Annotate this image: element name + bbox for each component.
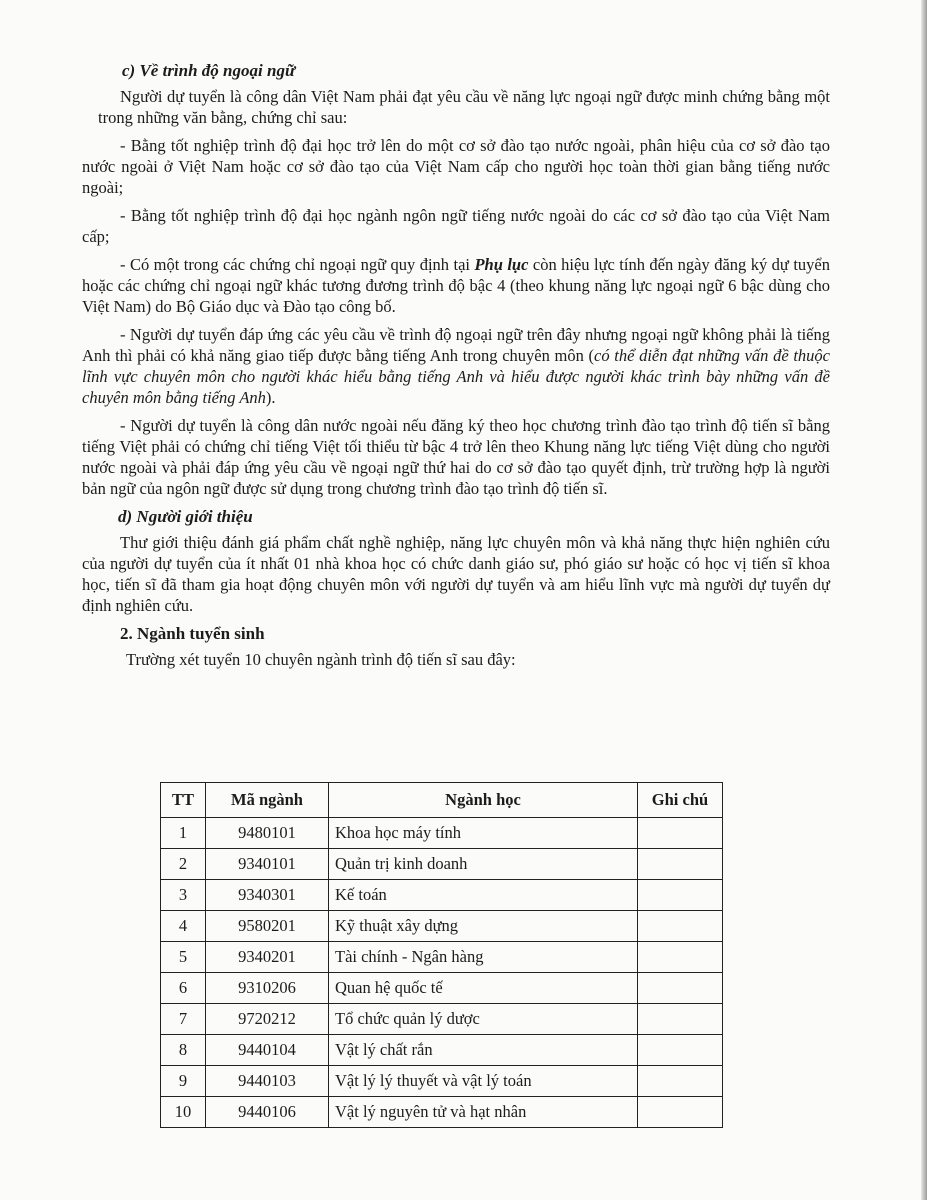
cell-note bbox=[638, 942, 723, 973]
section-c-item-5: - Người dự tuyển là công dân nước ngoài nếu đăng ký theo học chương trình đào tạo trình độ tiến sĩ bằng tiếng Việt phải có chứng chỉ tiếng Việt tối thiểu từ bậc 4 trở lên theo Khung năng lực tiếng Việt dùng cho người nước ngoài và phải đáp ứng yêu cầu về ngoại ngữ thứ hai do cơ sở đào tạo quyết định, trừ trường hợp là người bản ngữ của ngôn ngữ được sử dụng trong chương trình đào tạo trình độ tiến sĩ. bbox=[82, 416, 830, 498]
cell-code: 9340201 bbox=[206, 942, 329, 973]
cell-code: 9440103 bbox=[206, 1066, 329, 1097]
item-4-text-b: ). bbox=[265, 388, 276, 407]
document-body bbox=[82, 60, 830, 684]
cell-name: Kế toán bbox=[329, 880, 638, 911]
cell-tt: 6 bbox=[161, 973, 206, 1004]
cell-note bbox=[638, 880, 723, 911]
cell-name: Khoa học máy tính bbox=[329, 818, 638, 849]
majors-table bbox=[160, 782, 723, 1128]
table-row bbox=[161, 973, 723, 1004]
cell-note bbox=[638, 818, 723, 849]
cell-name: Tổ chức quản lý dược bbox=[329, 1004, 638, 1035]
item-4-text-a: - Người dự tuyển đáp ứng các yêu cầu về trình độ ngoại ngữ trên đây nhưng ngoại ngữ không phải là tiếng Anh thì phải có khả năng giao tiếp được bằng tiếng Anh trong chuyên môn ( bbox=[82, 325, 830, 365]
cell-name: Quan hệ quốc tế bbox=[329, 973, 638, 1004]
cell-code: 9440104 bbox=[206, 1035, 329, 1066]
cell-code: 9340301 bbox=[206, 880, 329, 911]
section-c-heading: c) Về trình độ ngoại ngữ bbox=[122, 61, 296, 80]
item-4-italic: có thể diễn đạt những vấn đề thuộc lĩnh vực chuyên môn cho người khác hiểu bằng tiếng Anh và hiểu được người khác trình bày những vấn đề chuyên môn bằng tiếng Anh bbox=[82, 346, 830, 407]
cell-tt: 7 bbox=[161, 1004, 206, 1035]
table-row bbox=[161, 1035, 723, 1066]
cell-tt: 2 bbox=[161, 849, 206, 880]
cell-tt: 9 bbox=[161, 1066, 206, 1097]
cell-tt: 4 bbox=[161, 911, 206, 942]
cell-code: 9480101 bbox=[206, 818, 329, 849]
cell-note bbox=[638, 1097, 723, 1128]
table-row bbox=[161, 1066, 723, 1097]
section-2-heading: 2. Ngành tuyển sinh bbox=[120, 624, 265, 643]
header-name: Ngành học bbox=[329, 783, 638, 818]
cell-note bbox=[638, 1004, 723, 1035]
section-c-item-3 bbox=[82, 254, 830, 317]
cell-name: Tài chính - Ngân hàng bbox=[329, 942, 638, 973]
cell-code: 9580201 bbox=[206, 911, 329, 942]
cell-note bbox=[638, 911, 723, 942]
cell-name: Kỹ thuật xây dựng bbox=[329, 911, 638, 942]
cell-name: Quản trị kinh doanh bbox=[329, 849, 638, 880]
item-3-text-a: - Có một trong các chứng chỉ ngoại ngữ quy định tại bbox=[120, 255, 475, 274]
table-row bbox=[161, 1097, 723, 1128]
cell-code: 9720212 bbox=[206, 1004, 329, 1035]
cell-tt: 3 bbox=[161, 880, 206, 911]
header-tt: TT bbox=[161, 783, 206, 818]
cell-name: Vật lý chất rắn bbox=[329, 1035, 638, 1066]
cell-note bbox=[638, 973, 723, 1004]
section-d-body: Thư giới thiệu đánh giá phẩm chất nghề nghiệp, năng lực chuyên môn và khả năng thực hiện nghiên cứu của người dự tuyển của ít nhất 01 nhà khoa học có chức danh giáo sư, phó giáo sư hoặc có học vị tiến sĩ khoa học, tiến sĩ đã tham gia hoạt động chuyên môn với người dự tuyển và am hiểu lĩnh vực mà người dự tuyển dự định nghiên cứu. bbox=[82, 533, 830, 615]
section-c-item-1: - Bằng tốt nghiệp trình độ đại học trở lên do một cơ sở đào tạo nước ngoài, phân hiệu của cơ sở đào tạo nước ngoài ở Việt Nam hoặc cơ sở đào tạo của Việt Nam cấp cho người học toàn thời gian bằng tiếng nước ngoài; bbox=[82, 136, 830, 197]
cell-name: Vật lý lý thuyết và vật lý toán bbox=[329, 1066, 638, 1097]
cell-note bbox=[638, 849, 723, 880]
cell-note bbox=[638, 1066, 723, 1097]
page-edge-shadow bbox=[921, 0, 927, 1200]
cell-code: 9310206 bbox=[206, 973, 329, 1004]
cell-tt: 5 bbox=[161, 942, 206, 973]
table-row bbox=[161, 849, 723, 880]
cell-tt: 1 bbox=[161, 818, 206, 849]
table-row bbox=[161, 818, 723, 849]
cell-code: 9340101 bbox=[206, 849, 329, 880]
header-code: Mã ngành bbox=[206, 783, 329, 818]
section-c-item-2: - Bằng tốt nghiệp trình độ đại học ngành ngôn ngữ tiếng nước ngoài do các cơ sở đào tạo của Việt Nam cấp; bbox=[82, 206, 830, 246]
item-3-text-b: còn hiệu lực tính đến ngày đăng ký dự tuyển hoặc các chứng chỉ ngoại ngữ khác tương đương trình độ bậc 4 (theo khung năng lực ngoại ngữ 6 bậc dùng cho Việt Nam) do Bộ Giáo dục và Đào tạo công bố. bbox=[82, 255, 830, 316]
cell-note bbox=[638, 1035, 723, 1066]
table-row bbox=[161, 942, 723, 973]
table-row bbox=[161, 911, 723, 942]
section-c-item-4 bbox=[82, 324, 830, 408]
table-row bbox=[161, 1004, 723, 1035]
appendix-reference: Phụ lục bbox=[474, 255, 529, 274]
section-d-heading: d) Người giới thiệu bbox=[118, 507, 253, 526]
cell-code: 9440106 bbox=[206, 1097, 329, 1128]
header-note: Ghi chú bbox=[638, 783, 723, 818]
section-c-intro: Người dự tuyển là công dân Việt Nam phải đạt yêu cầu về năng lực ngoại ngữ được minh chứng bằng một trong những văn bằng, chứng chỉ sau: bbox=[98, 87, 830, 127]
table-header-row bbox=[161, 783, 723, 818]
cell-tt: 8 bbox=[161, 1035, 206, 1066]
cell-tt: 10 bbox=[161, 1097, 206, 1128]
section-2-lead: Trường xét tuyển 10 chuyên ngành trình độ tiến sĩ sau đây: bbox=[126, 650, 516, 669]
cell-name: Vật lý nguyên tử và hạt nhân bbox=[329, 1097, 638, 1128]
table-row bbox=[161, 880, 723, 911]
